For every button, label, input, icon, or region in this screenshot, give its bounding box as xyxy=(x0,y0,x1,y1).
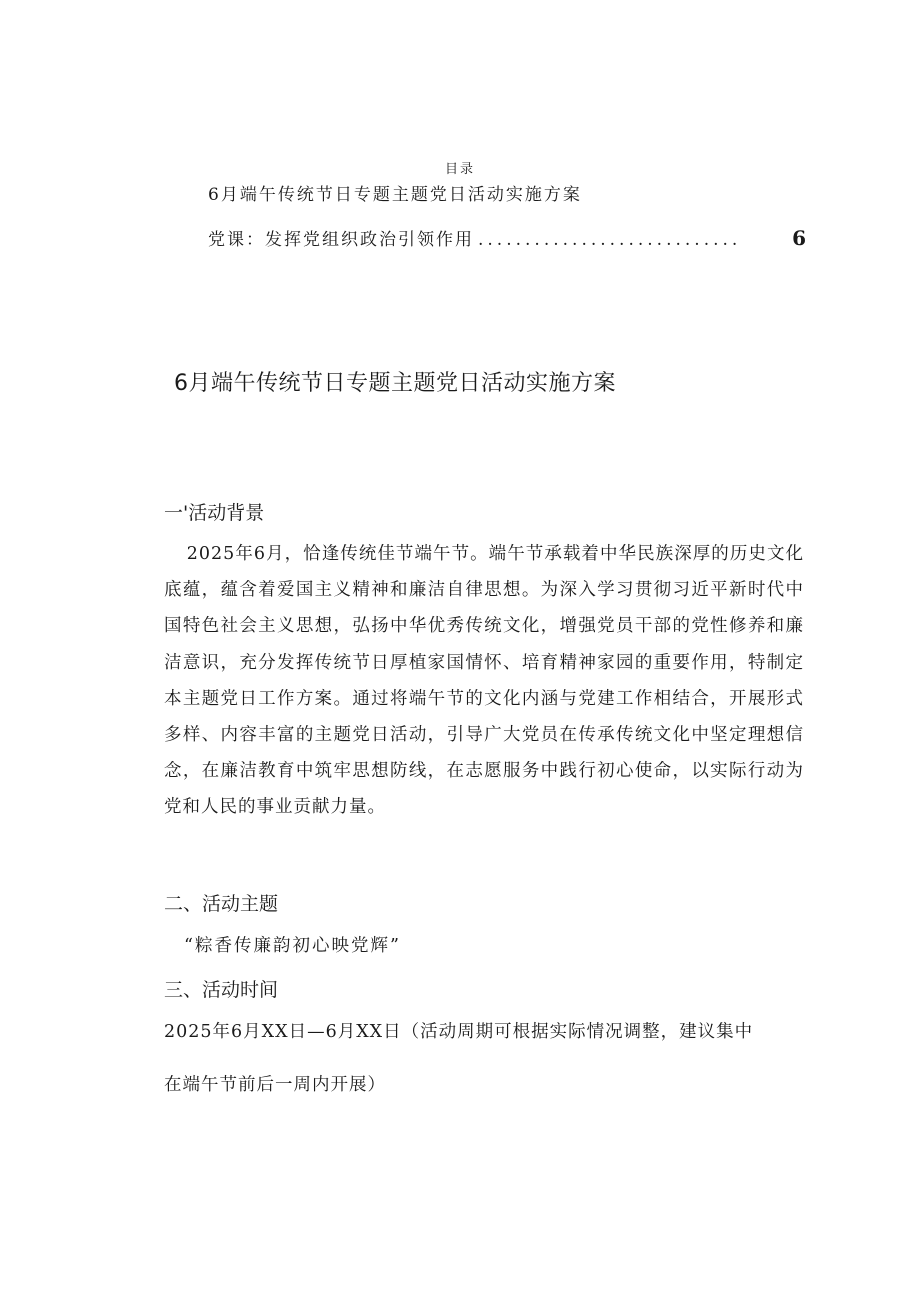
theme-text: “粽香传廉韵初心映党辉” xyxy=(184,936,401,956)
toc-entry-1[interactable] xyxy=(208,180,582,205)
toc-entry-text: 6月端午传统节日专题主题党日活动实施方案 xyxy=(208,185,582,205)
section-heading-time: 三、活动时间 xyxy=(164,979,279,1001)
time-text-line-1: 2025年6月XX日—6月XX日（活动周期可根据实际情况调整，建议集中 xyxy=(164,1022,754,1042)
toc-entry-text: 党课：发挥党组织政治引领作用 xyxy=(208,230,474,250)
toc-dot-leader: ............................ xyxy=(478,230,742,250)
document-title: 6月端午传统节日专题主题党日活动实施方案 xyxy=(174,371,616,396)
toc-title: 目录 xyxy=(444,162,475,177)
section-heading-theme: 二、活动主题 xyxy=(164,893,279,915)
toc-page-number: 6 xyxy=(792,226,808,250)
time-text-line-2: 在端午节前后一周内开展） xyxy=(164,1075,386,1095)
section-heading-background: 一'活动背景 xyxy=(164,502,265,524)
toc-entry-2[interactable] xyxy=(208,225,808,250)
background-paragraph: 2025年6月，恰逢传统佳节端午节。端午节承载着中华民族深厚的历史文化底蕴，蕴含着爱国主义精神和廉洁自律思想。为深入学习贯彻习近平新时代中国特色社会主义思想，弘扬中华优秀传统文化，增强党员干部的党性修养和廉洁意识，充分发挥传统节日厚植家国情怀、培育精神家园的重要作用，特制定本主题党日工作方案。通过将端午节的文化内涵与党建工作相结合，开展形式多样、内容丰富的主题党日活动，引导广大党员在传承传统文化中坚定理想信念，在廉洁教育中筑牢思想防线，在志愿服务中践行初心使命，以实际行动为党和人民的事业贡献力量。 xyxy=(164,544,804,818)
